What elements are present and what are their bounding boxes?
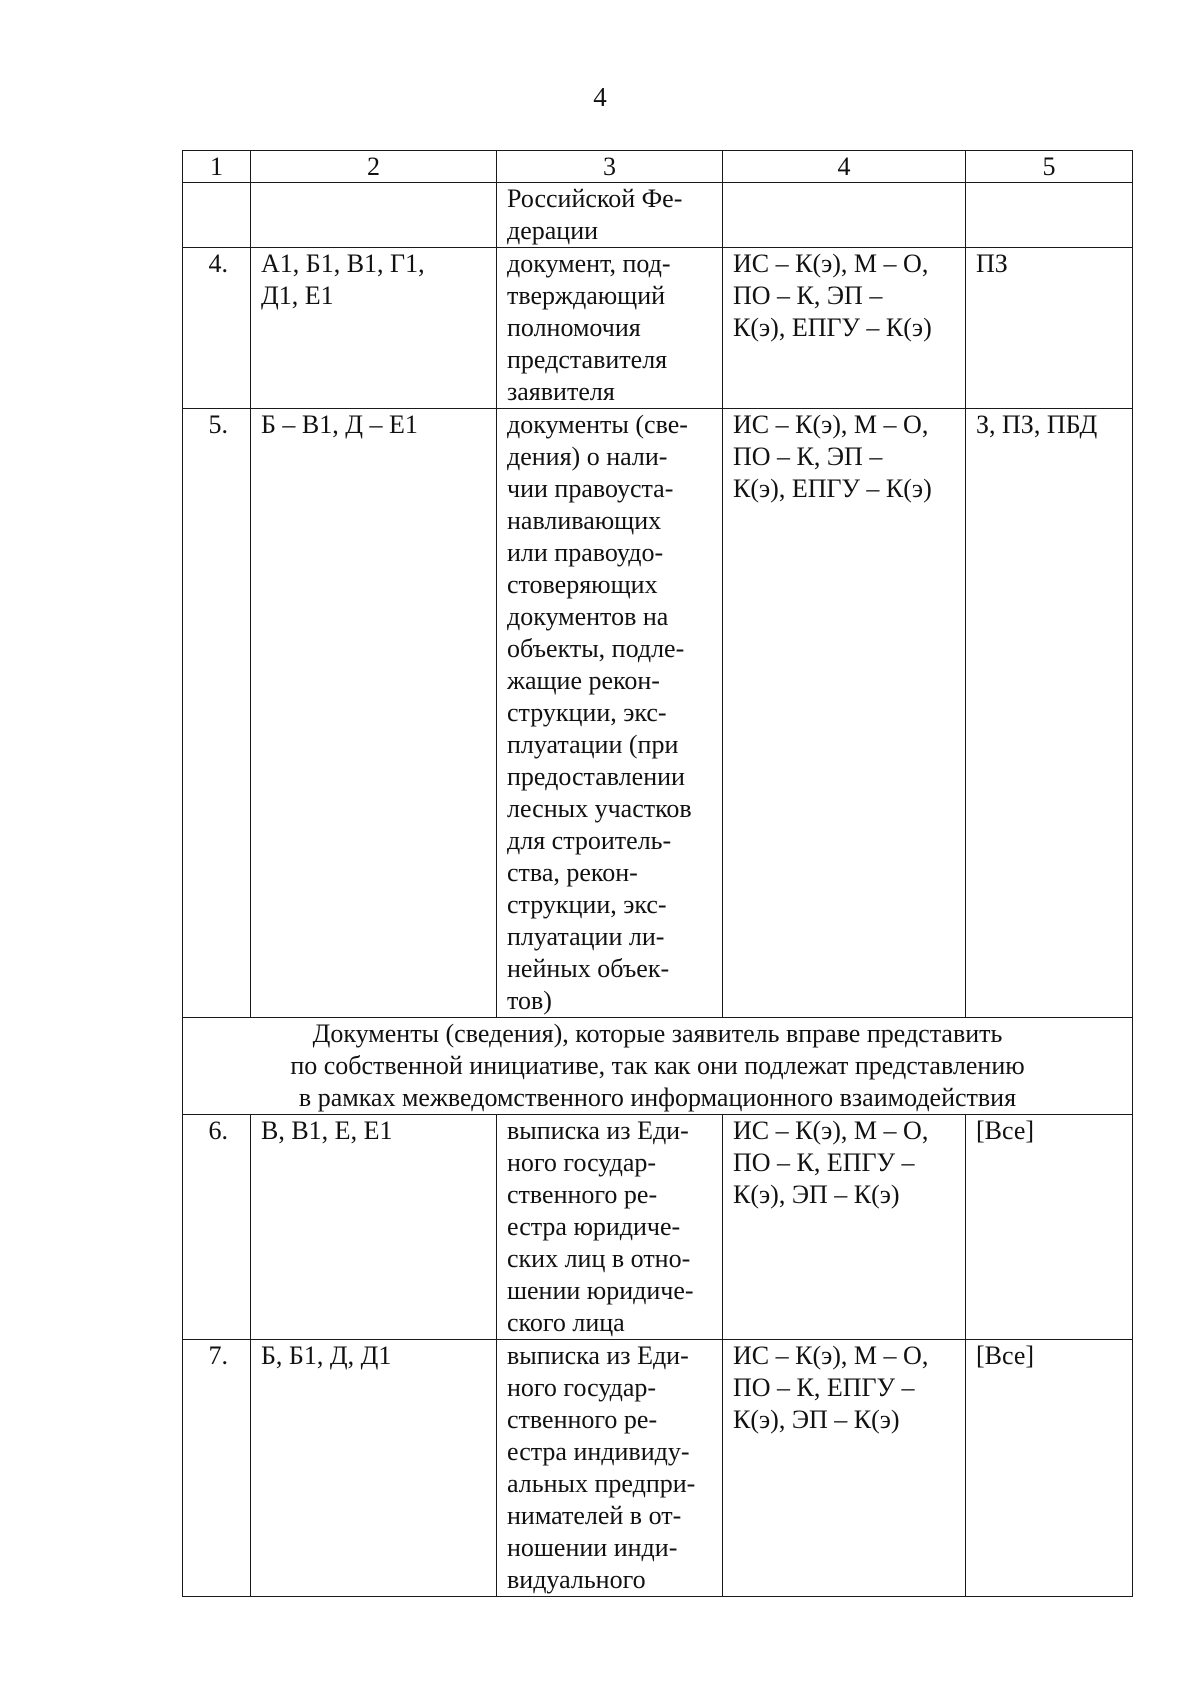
table-row — [183, 1115, 1133, 1340]
table-row — [183, 409, 1133, 1018]
row-number-cell: 7. — [183, 1340, 251, 1597]
stages-cell: [Все] — [966, 1115, 1133, 1340]
stages-cell: ПЗ — [966, 248, 1133, 409]
document-name-cell: документы (све- дения) о нали- чии правоуста- навливающих или правоудо- стоверяющих документов на объекты, подле- жащие рекон- струкции, экс- плуатации (при предоставлении лесных участков для строитель- ства, рекон- струкции, экс- плуатации ли- нейных объек- тов) — [497, 409, 723, 1018]
stages-cell: [Все] — [966, 1340, 1133, 1597]
section-heading: Документы (сведения), которые заявитель вправе представить по собственной инициативе, так как они подлежат представлению в рамках межведомственного информационного взаимодействия — [183, 1018, 1133, 1115]
column-header-4: 4 — [723, 151, 966, 183]
applicant-codes-cell: В, В1, Е, Е1 — [251, 1115, 497, 1340]
submission-methods-cell: ИС – К(э), М – О, ПО – К, ЭП – К(э), ЕПГУ – К(э) — [723, 248, 966, 409]
document-name-cell: Российской Фе- дерации — [497, 183, 723, 248]
document-name-cell: выписка из Еди- ного государ- ственного ре- естра индивиду- альных предпри- нимателей в от- ношении инди- видуального — [497, 1340, 723, 1597]
column-header-2: 2 — [251, 151, 497, 183]
table-row — [183, 1340, 1133, 1597]
table-header-row — [183, 151, 1133, 183]
column-header-5: 5 — [966, 151, 1133, 183]
page-number: 4 — [593, 82, 607, 112]
table-row — [183, 248, 1133, 409]
row-number-cell: 4. — [183, 248, 251, 409]
row-number-cell — [183, 183, 251, 248]
row-number-cell: 5. — [183, 409, 251, 1018]
applicant-codes-cell: Б – В1, Д – Е1 — [251, 409, 497, 1018]
column-header-3: 3 — [497, 151, 723, 183]
submission-methods-cell: ИС – К(э), М – О, ПО – К, ЕПГУ – К(э), ЭП – К(э) — [723, 1115, 966, 1340]
applicant-codes-cell — [251, 183, 497, 248]
documents-table — [182, 150, 1133, 1597]
document-name-cell: выписка из Еди- ного государ- ственного ре- естра юридиче- ских лиц в отно- шении юридиче- ского лица — [497, 1115, 723, 1340]
submission-methods-cell — [723, 183, 966, 248]
applicant-codes-cell: А1, Б1, В1, Г1, Д1, Е1 — [251, 248, 497, 409]
stages-cell — [966, 183, 1133, 248]
section-heading-row — [183, 1018, 1133, 1115]
applicant-codes-cell: Б, Б1, Д, Д1 — [251, 1340, 497, 1597]
stages-cell: З, ПЗ, ПБД — [966, 409, 1133, 1018]
table-row-continuation — [183, 183, 1133, 248]
row-number-cell: 6. — [183, 1115, 251, 1340]
submission-methods-cell: ИС – К(э), М – О, ПО – К, ЕПГУ – К(э), ЭП – К(э) — [723, 1340, 966, 1597]
column-header-1: 1 — [183, 151, 251, 183]
document-name-cell: документ, под- тверждающий полномочия представителя заявителя — [497, 248, 723, 409]
submission-methods-cell: ИС – К(э), М – О, ПО – К, ЭП – К(э), ЕПГУ – К(э) — [723, 409, 966, 1018]
